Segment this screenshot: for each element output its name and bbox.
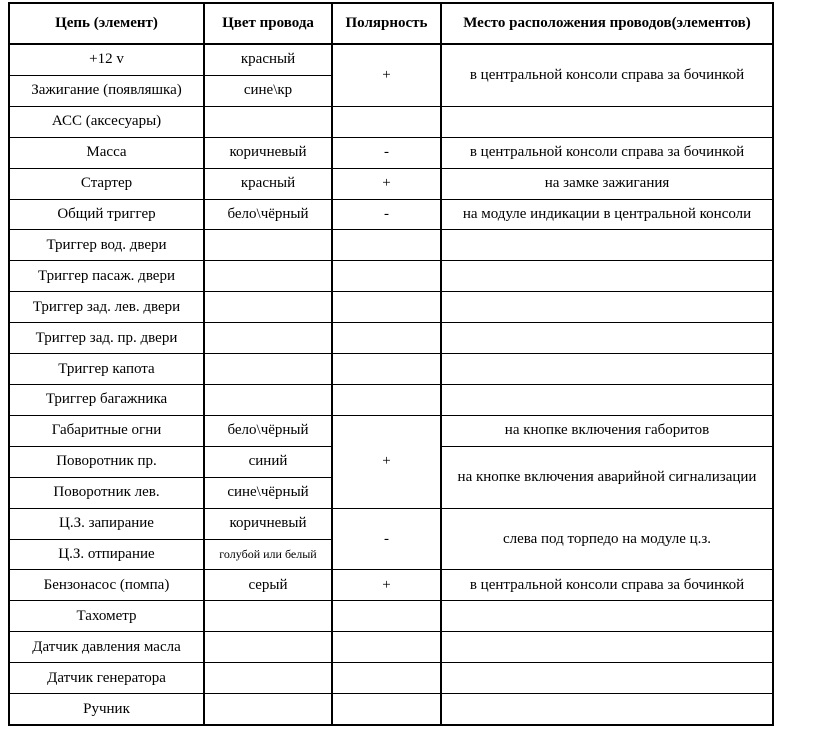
- table-row: [9, 694, 773, 725]
- location-cell: [441, 694, 773, 725]
- circuit-cell: +12 v: [9, 44, 204, 75]
- table-row: [9, 106, 773, 137]
- location-cell: на кнопке включения аварийной сигнализации: [441, 446, 773, 508]
- wire-color-cell: [204, 694, 332, 725]
- polarity-cell: [332, 384, 441, 415]
- polarity-cell: [332, 261, 441, 292]
- polarity-cell: [332, 323, 441, 354]
- wire-color-cell: синий: [204, 446, 332, 477]
- wire-color-cell: красный: [204, 168, 332, 199]
- table-row: [9, 508, 773, 539]
- polarity-cell: -: [332, 508, 441, 570]
- wire-color-cell: [204, 292, 332, 323]
- circuit-cell: Масса: [9, 137, 204, 168]
- wire-color-cell: красный: [204, 44, 332, 75]
- circuit-cell: Бензонасос (помпа): [9, 570, 204, 601]
- table-row: [9, 137, 773, 168]
- wire-color-cell: [204, 384, 332, 415]
- polarity-cell: [332, 694, 441, 725]
- polarity-cell: -: [332, 137, 441, 168]
- location-cell: [441, 323, 773, 354]
- polarity-cell: [332, 632, 441, 663]
- wire-color-cell: бело\чёрный: [204, 199, 332, 230]
- table-row: [9, 663, 773, 694]
- location-cell: в центральной консоли справа за бочинкой: [441, 137, 773, 168]
- wire-color-cell: сине\кр: [204, 75, 332, 106]
- wire-color-cell: [204, 106, 332, 137]
- header-circuit: Цепь (элемент): [9, 3, 204, 44]
- location-cell: [441, 384, 773, 415]
- circuit-cell: Триггер багажника: [9, 384, 204, 415]
- polarity-cell: -: [332, 199, 441, 230]
- wire-color-cell: [204, 354, 332, 385]
- polarity-cell: +: [332, 44, 441, 106]
- header-location: Место расположения проводов(элементов): [441, 3, 773, 44]
- location-cell: на кнопке включения габоритов: [441, 415, 773, 446]
- circuit-cell: Триггер зад. пр. двери: [9, 323, 204, 354]
- location-cell: на модуле индикации в центральной консоли: [441, 199, 773, 230]
- wiring-table: [8, 2, 774, 726]
- location-cell: [441, 106, 773, 137]
- circuit-cell: Габаритные огни: [9, 415, 204, 446]
- table-row: [9, 44, 773, 75]
- circuit-cell: Стартер: [9, 168, 204, 199]
- wire-color-cell: коричневый: [204, 137, 332, 168]
- circuit-cell: Ручник: [9, 694, 204, 725]
- wire-color-cell: [204, 601, 332, 632]
- polarity-cell: [332, 601, 441, 632]
- table-row: [9, 354, 773, 385]
- polarity-cell: +: [332, 168, 441, 199]
- header-polarity: Полярность: [332, 3, 441, 44]
- circuit-cell: Ц.З. отпирание: [9, 539, 204, 570]
- location-cell: [441, 632, 773, 663]
- wire-color-cell: голубой или белый: [204, 539, 332, 570]
- wire-color-cell: [204, 663, 332, 694]
- polarity-cell: [332, 354, 441, 385]
- table-row: [9, 323, 773, 354]
- wire-color-cell: коричневый: [204, 508, 332, 539]
- wire-color-cell: серый: [204, 570, 332, 601]
- polarity-cell: [332, 230, 441, 261]
- table-row: [9, 570, 773, 601]
- polarity-cell: [332, 106, 441, 137]
- circuit-cell: АСС (аксесуары): [9, 106, 204, 137]
- location-cell: на замке зажигания: [441, 168, 773, 199]
- circuit-cell: Общий триггер: [9, 199, 204, 230]
- wire-color-cell: [204, 230, 332, 261]
- table-row: [9, 292, 773, 323]
- circuit-cell: Тахометр: [9, 601, 204, 632]
- table-row: [9, 230, 773, 261]
- circuit-cell: Поворотник пр.: [9, 446, 204, 477]
- location-cell: в центральной консоли справа за бочинкой: [441, 44, 773, 106]
- polarity-cell: [332, 663, 441, 694]
- wire-color-cell: сине\чёрный: [204, 477, 332, 508]
- location-cell: [441, 292, 773, 323]
- table-row: [9, 168, 773, 199]
- location-cell: [441, 230, 773, 261]
- table-row: [9, 632, 773, 663]
- wire-color-cell: [204, 323, 332, 354]
- polarity-cell: [332, 292, 441, 323]
- wire-color-cell: [204, 632, 332, 663]
- circuit-cell: Триггер зад. лев. двери: [9, 292, 204, 323]
- polarity-cell: +: [332, 415, 441, 508]
- header-wire-color: Цвет провода: [204, 3, 332, 44]
- wire-color-cell: бело\чёрный: [204, 415, 332, 446]
- location-cell: в центральной консоли справа за бочинкой: [441, 570, 773, 601]
- table-row: [9, 199, 773, 230]
- header-row: [9, 3, 773, 44]
- location-cell: слева под торпедо на модуле ц.з.: [441, 508, 773, 570]
- polarity-cell: +: [332, 570, 441, 601]
- location-cell: [441, 663, 773, 694]
- table-row: [9, 415, 773, 446]
- circuit-cell: Зажигание (появляшка): [9, 75, 204, 106]
- location-cell: [441, 354, 773, 385]
- circuit-cell: Ц.З. запирание: [9, 508, 204, 539]
- circuit-cell: Триггер пасаж. двери: [9, 261, 204, 292]
- table-row: [9, 384, 773, 415]
- location-cell: [441, 601, 773, 632]
- location-cell: [441, 261, 773, 292]
- circuit-cell: Датчик генератора: [9, 663, 204, 694]
- table-row: [9, 601, 773, 632]
- circuit-cell: Датчик давления масла: [9, 632, 204, 663]
- circuit-cell: Поворотник лев.: [9, 477, 204, 508]
- circuit-cell: Триггер капота: [9, 354, 204, 385]
- table-row: [9, 261, 773, 292]
- circuit-cell: Триггер вод. двери: [9, 230, 204, 261]
- wire-color-cell: [204, 261, 332, 292]
